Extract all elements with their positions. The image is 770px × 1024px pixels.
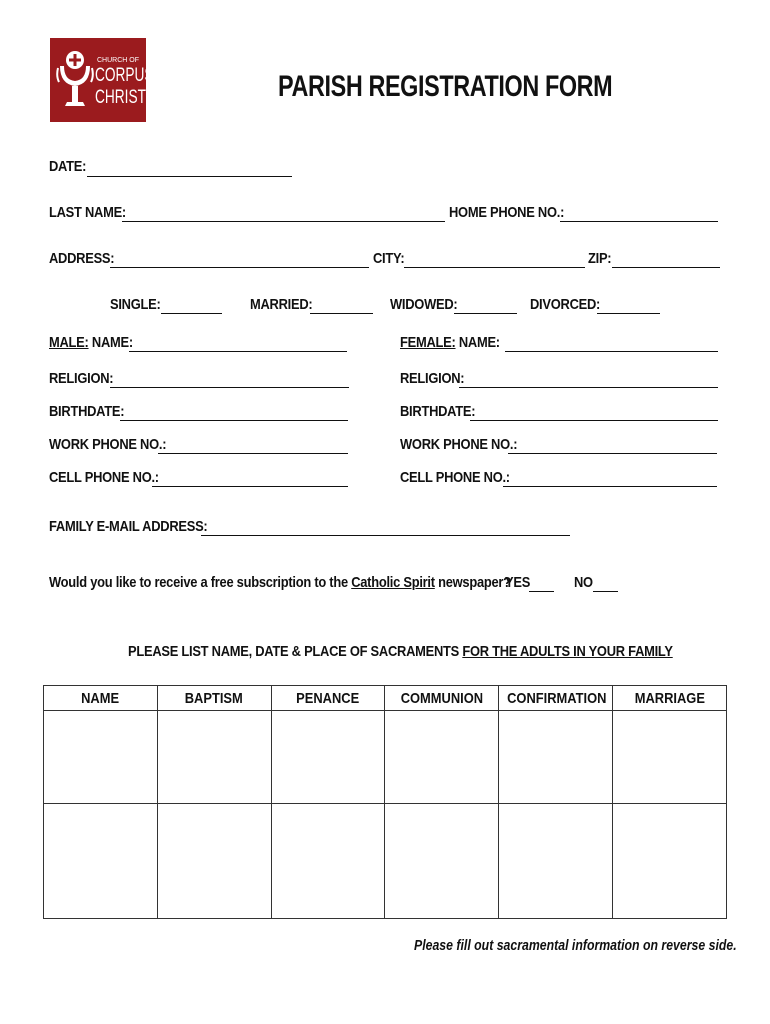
male-heading: MALE: [49,334,89,351]
table-cell[interactable] [499,804,613,919]
married-field[interactable] [310,313,373,314]
city-label: CITY: [373,250,405,267]
col-confirmation: CONFIRMATION [499,686,613,711]
sacraments-heading [128,643,673,660]
col-penance: PENANCE [271,686,385,711]
yes-label: YES [505,574,531,591]
address-label: ADDRESS: [49,250,115,267]
city-field[interactable] [404,267,585,268]
male-religion-field[interactable] [110,387,349,388]
family-email-field[interactable] [201,535,570,536]
female-cell-phone-field[interactable] [503,486,717,487]
male-cell-phone-field[interactable] [152,486,348,487]
table-cell[interactable] [613,711,727,804]
logo-text-line2: CORPUS [95,65,154,86]
address-field[interactable] [110,267,369,268]
table-cell[interactable] [271,711,385,804]
table-cell[interactable] [44,804,158,919]
date-label: DATE: [49,158,87,175]
male-name-label: NAME: [91,334,133,351]
logo-text-line1: CHURCH OF [97,57,139,64]
col-marriage: MARRIAGE [613,686,727,711]
male-name-field[interactable] [129,351,347,352]
widowed-field[interactable] [454,313,517,314]
cross-chalice-icon [56,46,94,112]
table-row [44,711,727,804]
table-cell[interactable] [613,804,727,919]
zip-label: ZIP: [588,250,612,267]
male-work-phone-label: WORK PHONE NO.: [49,436,167,453]
sacraments-table [43,685,727,919]
divorced-label: DIVORCED: [530,296,601,313]
date-field[interactable] [87,176,292,177]
footer-note: Please fill out sacramental information on reverse side. [414,937,737,954]
table-cell[interactable] [385,711,499,804]
form-title: PARISH REGISTRATION FORM [278,70,613,103]
female-birthdate-label: BIRTHDATE: [400,403,476,420]
sacraments-heading-plain: PLEASE LIST NAME, DATE & PLACE OF SACRAMENTS [128,643,463,660]
family-email-label: FAMILY E-MAIL ADDRESS: [49,518,208,535]
male-birthdate-label: BIRTHDATE: [49,403,125,420]
subscription-suffix: newspaper? [434,574,511,591]
female-name-field[interactable] [505,351,718,352]
male-religion-label: RELIGION: [49,370,114,387]
female-work-phone-label: WORK PHONE NO.: [400,436,518,453]
female-work-phone-field[interactable] [508,453,717,454]
male-work-phone-field[interactable] [158,453,348,454]
subscription-question [49,574,511,591]
widowed-label: WIDOWED: [390,296,458,313]
col-communion: COMMUNION [385,686,499,711]
table-header-row [44,686,727,711]
divorced-field[interactable] [597,313,660,314]
no-label: NO [574,574,593,591]
home-phone-field[interactable] [560,221,718,222]
newspaper-name: Catholic Spirit [351,574,435,591]
female-heading: FEMALE: [400,334,456,351]
female-cell-phone-label: CELL PHONE NO.: [400,469,510,486]
female-birthdate-field[interactable] [470,420,718,421]
single-field[interactable] [161,313,222,314]
male-section [49,334,133,351]
home-phone-label: HOME PHONE NO.: [449,204,565,221]
table-cell[interactable] [499,711,613,804]
col-name: NAME [44,686,158,711]
married-label: MARRIED: [250,296,313,313]
female-religion-field[interactable] [459,387,718,388]
table-cell[interactable] [157,711,271,804]
col-baptism: BAPTISM [157,686,271,711]
church-logo [50,38,154,122]
no-field[interactable] [593,591,618,592]
female-religion-label: RELIGION: [400,370,465,387]
table-cell[interactable] [44,711,158,804]
table-cell[interactable] [271,804,385,919]
logo-text-line3: CHRISTI [95,87,150,108]
table-cell[interactable] [157,804,271,919]
table-row [44,804,727,919]
sacraments-heading-underlined: FOR THE ADULTS IN YOUR FAMILY [462,643,673,660]
subscription-prefix: Would you like to receive a free subscription to the [49,574,352,591]
male-cell-phone-label: CELL PHONE NO.: [49,469,159,486]
male-birthdate-field[interactable] [120,420,348,421]
female-section [400,334,500,351]
last-name-field[interactable] [122,221,445,222]
table-cell[interactable] [385,804,499,919]
single-label: SINGLE: [110,296,161,313]
last-name-label: LAST NAME: [49,204,126,221]
zip-field[interactable] [612,267,720,268]
female-name-label: NAME: [458,334,500,351]
yes-field[interactable] [529,591,554,592]
